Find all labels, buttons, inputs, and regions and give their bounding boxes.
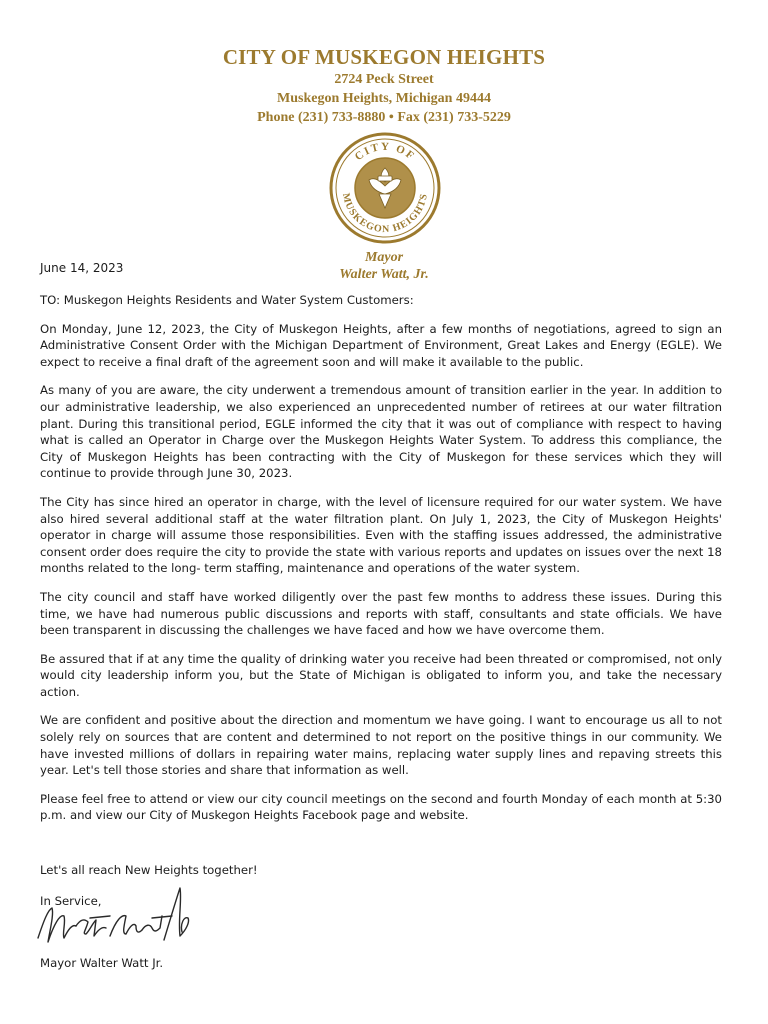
city-seal-icon	[329, 132, 441, 244]
paragraph: Be assured that if at any time the quality of drinking water you receive had been threated or compromised, not only would city leadership inform you, but the State of Michigan is obligated to inform you, and take the necessary action.	[40, 651, 722, 699]
letterhead	[0, 44, 768, 127]
paragraph: Please feel free to attend or view our city council meetings on the second and fourth Monday of each month at 5:30 p.m. and view our City of Muskegon Heights Facebook page and website.	[40, 791, 722, 823]
mayor-name: Walter Watt, Jr.	[339, 267, 429, 282]
signature-image	[30, 880, 200, 960]
city-state-zip: Muskegon Heights, Michigan 49444	[277, 91, 491, 106]
seal-bottom-text: MUSKEGON HEIGHTS	[339, 192, 430, 236]
paragraph: We are confident and positive about the direction and momentum we have going. I want to encourage us all to not solely rely on sources that are content and determined to not report on the positive things in our community. We have invested millions of dollars in repairing water mains, replacing water supply lines and repaving streets this year. Let's tell those stories and share that information as well.	[40, 713, 722, 778]
closing-tagline: Let's all reach New Heights together!	[40, 863, 258, 877]
salutation: TO: Muskegon Heights Residents and Water System Customers:	[40, 293, 414, 307]
seal-top-text: CITY OF	[352, 140, 418, 164]
signer-name: Mayor Walter Watt Jr.	[40, 956, 164, 970]
street-address: 2724 Peck Street	[334, 72, 434, 87]
paragraph: The City has since hired an operator in charge, with the level of licensure required for our water system. We have also hired several additional staff at the water filtration plant. On July 1, 2023, the City of Muskegon Heights' operator in charge will assume those responsibilities. Even with the staffing issues addressed, the administrative consent order does require the city to provide the state with various reports and updates on issues over the next 18 months related to the long- term staffing, maintenance and operations of the water system.	[40, 494, 722, 576]
letter-date: June 14, 2023	[40, 261, 124, 275]
mayor-block	[300, 249, 468, 283]
city-name: CITY OF MUSKEGON HEIGHTS	[222, 45, 546, 69]
paragraph: On Monday, June 12, 2023, the City of Muskegon Heights, after a few months of negotiations, agreed to sign an Administrative Consent Order with the Michigan Department of Environment, Great Lakes and Energy (EGLE). We expect to receive a final draft of the agreement soon and will make it available to the public.	[40, 321, 722, 369]
phone-fax: Phone (231) 733-8880 • Fax (231) 733-5229	[257, 110, 511, 125]
mayor-title: Mayor	[364, 250, 404, 265]
paragraph: The city council and staff have worked diligently over the past few months to address these issues. During this time, we have had numerous public discussions and reports with staff, consultants and state officials. We have been transparent in discussing the challenges we have faced and how we have overcome them.	[40, 589, 722, 638]
sign-off: In Service,	[40, 894, 102, 908]
paragraph: As many of you are aware, the city underwent a tremendous amount of transition earlier in the year. In addition to our administrative leadership, we also experienced an unprecedented number of retirees at our water filtration plant. During this transitional period, EGLE informed the city that it was out of compliance with respect to having what is called an Operator in Charge over the Muskegon Heights Water System. To address this compliance, the City of Muskegon Heights has been contracting with the City of Muskegon for these services which they will continue to provide through June 30, 2023.	[40, 383, 722, 481]
letter-body	[40, 292, 722, 836]
